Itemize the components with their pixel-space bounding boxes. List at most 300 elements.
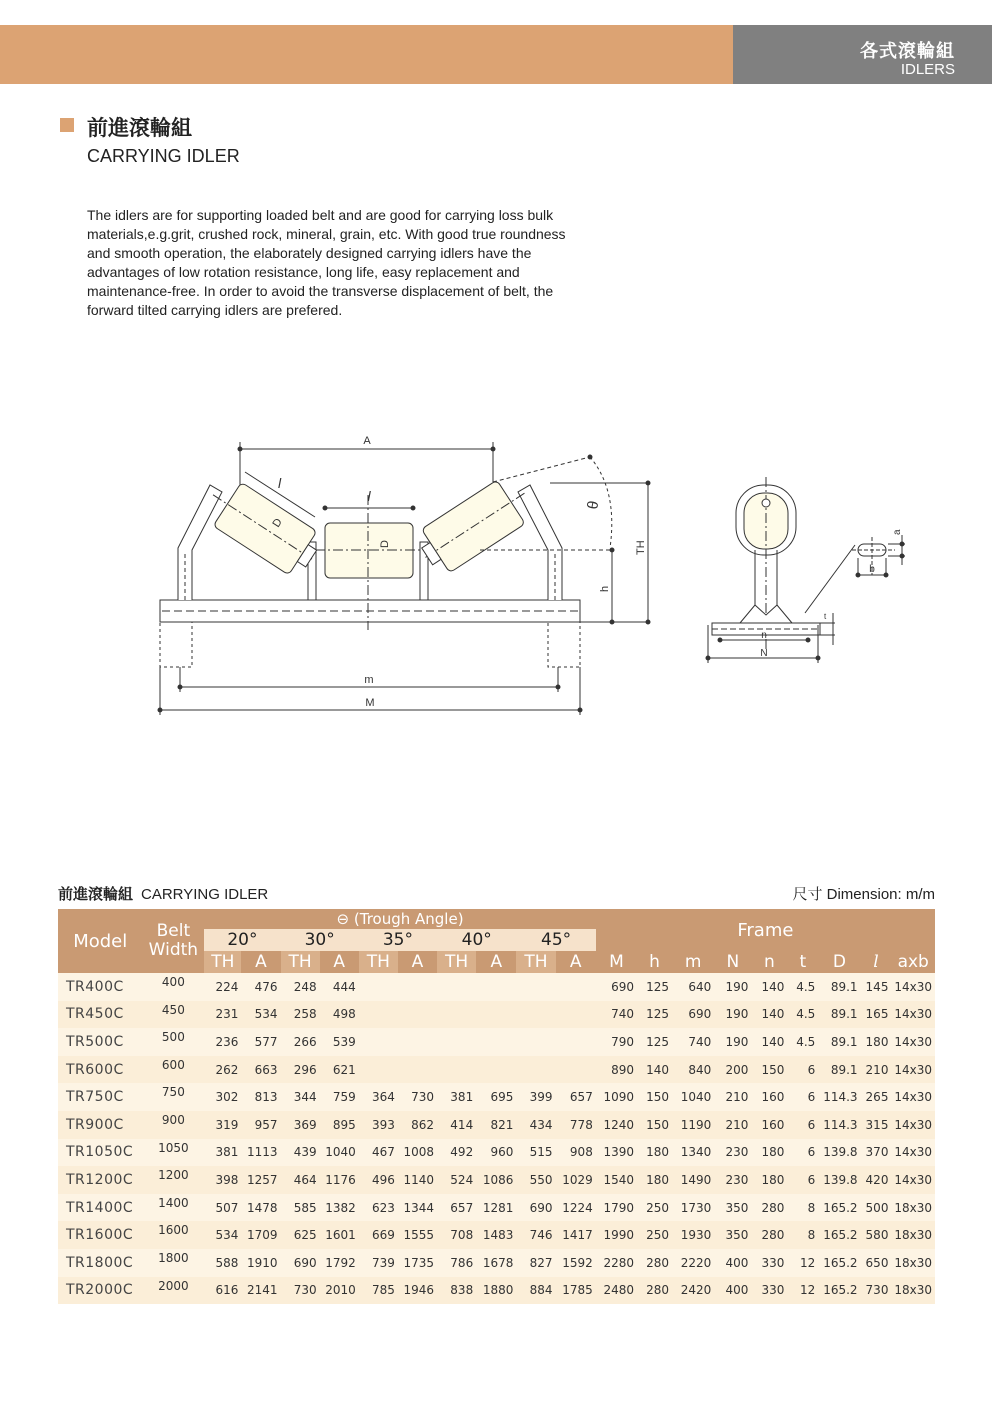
dim-label-b: b	[869, 564, 875, 575]
table-cell: 1478	[241, 1194, 280, 1222]
table-cell: 266	[281, 1028, 320, 1056]
table-row	[58, 1166, 935, 1194]
table-cell: 125	[637, 1028, 672, 1056]
table-row	[58, 1056, 935, 1084]
table-cell: 280	[637, 1249, 672, 1277]
table-cell: 580	[861, 1221, 892, 1249]
table-cell: 1483	[476, 1221, 516, 1249]
table-cell: 139.8	[818, 1139, 860, 1167]
table-cell: 1008	[398, 1139, 437, 1167]
table-cell: 1281	[476, 1194, 516, 1222]
table-cell: 625	[281, 1221, 320, 1249]
description-line: maintenance-free. In order to avoid the transverse displacement of belt, the	[87, 283, 554, 299]
col-header-frame-axb: axb	[891, 951, 935, 973]
table-cell: 248	[281, 973, 320, 1001]
table-cell: 2420	[672, 1277, 714, 1305]
table-cell: 534	[204, 1221, 241, 1249]
table-cell: 139.8	[818, 1166, 860, 1194]
dim-label-h: h	[599, 585, 611, 592]
table-cell	[556, 973, 596, 1001]
table-cell: 6	[787, 1166, 818, 1194]
table-cell: 369	[281, 1111, 320, 1139]
table-cell	[516, 1056, 555, 1084]
table-cell: 507	[204, 1194, 241, 1222]
header-band	[0, 25, 733, 84]
table-cell: 908	[556, 1139, 596, 1167]
table-cell: 2480	[596, 1277, 637, 1305]
table-cell: 2010	[320, 1277, 359, 1305]
table-cell: 6	[787, 1056, 818, 1084]
table-cell: 1086	[476, 1166, 516, 1194]
table-cell: 534	[241, 1001, 280, 1029]
table-cell: 439	[281, 1139, 320, 1167]
table-cell: 400	[714, 1249, 751, 1277]
table-cell: 492	[437, 1139, 476, 1167]
table-cell: 150	[751, 1056, 787, 1084]
cell-model: TR400C	[58, 973, 142, 1001]
table-cell: 1785	[556, 1277, 596, 1305]
cell-belt-width: 900	[142, 1111, 204, 1139]
table-cell: 180	[637, 1139, 672, 1167]
table-cell: 280	[751, 1221, 787, 1249]
table-cell: 515	[516, 1139, 555, 1167]
table-cell: 739	[359, 1249, 398, 1277]
belt-header-line: Width	[148, 940, 199, 960]
cell-belt-width: 1200	[142, 1166, 204, 1194]
col-header-trough-angle: ⊖ (Trough Angle)	[204, 909, 596, 929]
table-cell: 1390	[596, 1139, 637, 1167]
col-header-angle-20: 20°	[204, 929, 280, 951]
table-cell: 1790	[596, 1194, 637, 1222]
table-cell: 165.2	[818, 1277, 860, 1305]
angle-label-theta: θ	[584, 499, 603, 511]
table-cell: 790	[596, 1028, 637, 1056]
table-cell: 650	[861, 1249, 892, 1277]
table-cell: 200	[714, 1056, 751, 1084]
table-cell: 398	[204, 1166, 241, 1194]
table-cell	[359, 973, 398, 1001]
table-row	[58, 1083, 935, 1111]
dim-label-l-left: l	[278, 475, 282, 491]
table-cell	[516, 1001, 555, 1029]
table-cell	[359, 1056, 398, 1084]
table-cell	[437, 973, 476, 1001]
table-cell: 319	[204, 1111, 241, 1139]
col-header-a: A	[320, 951, 359, 973]
dim-label-D-center: D	[379, 540, 391, 548]
table-cell: 1340	[672, 1139, 714, 1167]
table-cell	[398, 1028, 437, 1056]
header-category	[733, 25, 992, 84]
table-cell: 210	[714, 1111, 751, 1139]
table-row	[58, 1111, 935, 1139]
carrying-idler-front-drawing	[150, 430, 670, 730]
col-header-frame-t: t	[787, 951, 818, 973]
table-cell: 344	[281, 1083, 320, 1111]
table-cell: 1709	[241, 1221, 280, 1249]
col-header-a: A	[398, 951, 437, 973]
table-cell: 190	[714, 1001, 751, 1029]
cell-model: TR1400C	[58, 1194, 142, 1222]
table-cell: 262	[204, 1056, 241, 1084]
table-cell	[398, 1056, 437, 1084]
table-title	[58, 883, 268, 904]
table-cell: 6	[787, 1083, 818, 1111]
table-cell: 280	[637, 1277, 672, 1305]
table-cell: 14x30	[891, 1056, 935, 1084]
table-cell: 1257	[241, 1166, 280, 1194]
table-cell: 890	[596, 1056, 637, 1084]
table-cell: 690	[516, 1194, 555, 1222]
table-cell: 960	[476, 1139, 516, 1167]
table-cell: 550	[516, 1166, 555, 1194]
table-cell: 364	[359, 1083, 398, 1111]
col-header-angle-45: 45°	[516, 929, 595, 951]
dim-label-m: m	[364, 674, 374, 686]
col-header-th: TH	[437, 951, 476, 973]
table-cell: 18x30	[891, 1194, 935, 1222]
table-cell: 18x30	[891, 1277, 935, 1305]
table-row	[58, 1028, 935, 1056]
table-cell: 89.1	[818, 973, 860, 1001]
section-title-zh: 前進滾輪組	[87, 117, 192, 140]
col-header-frame-D: D	[818, 951, 860, 973]
table-cell	[359, 1001, 398, 1029]
table-cell: 690	[596, 973, 637, 1001]
table-cell: 89.1	[818, 1056, 860, 1084]
dim-label-D-left: D	[270, 516, 285, 530]
col-header-frame-N: N	[714, 951, 751, 973]
section-title-en: CARRYING IDLER	[87, 146, 240, 166]
table-cell: 140	[751, 973, 787, 1001]
table-cell: 330	[751, 1249, 787, 1277]
cell-belt-width: 750	[142, 1083, 204, 1111]
col-header-th: TH	[204, 951, 241, 973]
table-cell: 165.2	[818, 1249, 860, 1277]
table-cell: 2141	[241, 1277, 280, 1305]
table-cell: 190	[714, 1028, 751, 1056]
table-cell: 265	[861, 1083, 892, 1111]
spec-table-body	[58, 973, 935, 1304]
table-cell: 444	[320, 973, 359, 1001]
table-cell	[398, 1001, 437, 1029]
col-header-angle-30: 30°	[281, 929, 359, 951]
cell-model: TR600C	[58, 1056, 142, 1084]
table-cell: 12	[787, 1249, 818, 1277]
table-cell: 1040	[672, 1083, 714, 1111]
cell-belt-width: 2000	[142, 1277, 204, 1305]
table-cell	[516, 973, 555, 1001]
table-cell: 496	[359, 1166, 398, 1194]
cell-belt-width: 1600	[142, 1221, 204, 1249]
table-cell: 1113	[241, 1139, 280, 1167]
table-cell: 296	[281, 1056, 320, 1084]
table-cell: 8	[787, 1194, 818, 1222]
table-cell: 434	[516, 1111, 555, 1139]
table-cell: 708	[437, 1221, 476, 1249]
table-cell	[398, 973, 437, 1001]
table-cell: 1490	[672, 1166, 714, 1194]
table-cell: 1090	[596, 1083, 637, 1111]
cell-belt-width: 600	[142, 1056, 204, 1084]
table-cell: 884	[516, 1277, 555, 1305]
table-cell: 231	[204, 1001, 241, 1029]
table-cell: 165.2	[818, 1194, 860, 1222]
table-dimension-unit: 尺寸 Dimension: m/m	[792, 886, 935, 903]
table-cell: 14x30	[891, 1111, 935, 1139]
table-cell: 813	[241, 1083, 280, 1111]
dim-label-TH: TH	[635, 540, 647, 555]
table-cell: 14x30	[891, 1139, 935, 1167]
dim-label-A: A	[363, 435, 371, 447]
table-cell: 160	[751, 1111, 787, 1139]
description-line: forward tilted carrying idlers are prefered.	[87, 302, 343, 318]
carrying-idler-side-drawing	[700, 475, 930, 675]
table-cell: 1417	[556, 1221, 596, 1249]
dim-label-l-center: l	[367, 488, 371, 504]
spec-table-wrapper	[58, 909, 935, 1304]
table-cell: 786	[437, 1249, 476, 1277]
col-header-frame-m: m	[672, 951, 714, 973]
table-cell: 230	[714, 1139, 751, 1167]
description-line: The idlers are for supporting loaded belt and are good for carrying loss bulk	[87, 207, 554, 223]
table-cell: 330	[751, 1277, 787, 1305]
cell-model: TR2000C	[58, 1277, 142, 1305]
table-cell: 315	[861, 1111, 892, 1139]
table-cell: 476	[241, 973, 280, 1001]
cell-belt-width: 1800	[142, 1249, 204, 1277]
table-cell: 657	[556, 1083, 596, 1111]
table-cell: 18x30	[891, 1221, 935, 1249]
table-cell: 381	[204, 1139, 241, 1167]
table-cell: 498	[320, 1001, 359, 1029]
table-cell: 690	[281, 1249, 320, 1277]
col-header-frame-l: l	[861, 951, 892, 973]
table-cell: 663	[241, 1056, 280, 1084]
table-cell: 1029	[556, 1166, 596, 1194]
table-row	[58, 1194, 935, 1222]
table-cell: 1592	[556, 1249, 596, 1277]
table-cell: 1792	[320, 1249, 359, 1277]
cell-model: TR900C	[58, 1111, 142, 1139]
col-header-a: A	[476, 951, 516, 973]
table-cell: 778	[556, 1111, 596, 1139]
table-cell: 8	[787, 1221, 818, 1249]
table-cell: 1344	[398, 1194, 437, 1222]
table-cell: 14x30	[891, 1166, 935, 1194]
table-cell: 585	[281, 1194, 320, 1222]
dim-label-M: M	[365, 697, 375, 709]
table-cell: 1382	[320, 1194, 359, 1222]
table-cell: 230	[714, 1166, 751, 1194]
table-cell: 224	[204, 973, 241, 1001]
table-cell: 165	[861, 1001, 892, 1029]
table-cell	[476, 1001, 516, 1029]
cell-model: TR1200C	[58, 1166, 142, 1194]
table-cell: 4.5	[787, 973, 818, 1001]
table-cell: 399	[516, 1083, 555, 1111]
table-cell: 370	[861, 1139, 892, 1167]
table-cell: 150	[637, 1111, 672, 1139]
table-row	[58, 973, 935, 1001]
table-cell: 640	[672, 973, 714, 1001]
col-header-frame: Frame	[596, 909, 935, 951]
cell-belt-width: 500	[142, 1028, 204, 1056]
table-cell: 420	[861, 1166, 892, 1194]
table-cell: 140	[751, 1028, 787, 1056]
table-cell: 114.3	[818, 1111, 860, 1139]
table-cell: 740	[596, 1001, 637, 1029]
table-cell: 1910	[241, 1249, 280, 1277]
table-row	[58, 1139, 935, 1167]
table-cell: 690	[672, 1001, 714, 1029]
table-cell: 180	[751, 1139, 787, 1167]
table-cell: 1880	[476, 1277, 516, 1305]
table-cell: 1990	[596, 1221, 637, 1249]
description-line: materials,e.g.grit, crushed rock, mineral, grain, etc. With good true roundness	[87, 226, 566, 242]
col-header-model: Model	[58, 909, 142, 973]
table-cell: 827	[516, 1249, 555, 1277]
table-cell	[437, 1056, 476, 1084]
table-cell: 250	[637, 1194, 672, 1222]
table-cell: 1678	[476, 1249, 516, 1277]
table-cell: 350	[714, 1221, 751, 1249]
table-cell: 160	[751, 1083, 787, 1111]
table-cell	[476, 1028, 516, 1056]
table-cell	[556, 1001, 596, 1029]
table-cell: 467	[359, 1139, 398, 1167]
description	[87, 206, 647, 320]
table-cell: 180	[861, 1028, 892, 1056]
col-header-a: A	[241, 951, 280, 973]
table-cell	[556, 1028, 596, 1056]
belt-header-line: Belt	[156, 921, 191, 941]
col-header-frame-h: h	[637, 951, 672, 973]
table-cell	[516, 1028, 555, 1056]
cell-belt-width: 1400	[142, 1194, 204, 1222]
cell-belt-width: 400	[142, 973, 204, 1001]
col-header-belt-width	[142, 909, 204, 973]
table-row	[58, 1001, 935, 1029]
table-cell: 1555	[398, 1221, 437, 1249]
table-cell: 464	[281, 1166, 320, 1194]
col-header-th: TH	[516, 951, 555, 973]
table-cell: 1176	[320, 1166, 359, 1194]
table-cell: 236	[204, 1028, 241, 1056]
table-cell	[437, 1028, 476, 1056]
table-cell: 621	[320, 1056, 359, 1084]
table-cell	[476, 973, 516, 1001]
table-cell: 89.1	[818, 1028, 860, 1056]
table-cell: 957	[241, 1111, 280, 1139]
table-cell: 730	[398, 1083, 437, 1111]
table-cell: 1240	[596, 1111, 637, 1139]
table-cell: 746	[516, 1221, 555, 1249]
table-cell: 1140	[398, 1166, 437, 1194]
table-cell: 14x30	[891, 973, 935, 1001]
col-header-a: A	[556, 951, 596, 973]
col-header-angle-40: 40°	[437, 929, 516, 951]
table-cell: 1190	[672, 1111, 714, 1139]
table-cell: 18x30	[891, 1249, 935, 1277]
table-cell: 840	[672, 1056, 714, 1084]
table-cell: 250	[637, 1221, 672, 1249]
dim-label-a: a	[892, 529, 903, 535]
table-cell: 1930	[672, 1221, 714, 1249]
table-cell: 14x30	[891, 1028, 935, 1056]
table-row	[58, 1277, 935, 1305]
table-cell: 1224	[556, 1194, 596, 1222]
dim-label-t: t	[824, 612, 827, 621]
table-cell: 669	[359, 1221, 398, 1249]
table-cell: 821	[476, 1111, 516, 1139]
table-cell: 6	[787, 1139, 818, 1167]
table-cell: 730	[861, 1277, 892, 1305]
table-cell: 180	[637, 1166, 672, 1194]
table-cell: 350	[714, 1194, 751, 1222]
table-title-zh: 前進滾輪組	[58, 886, 134, 903]
table-cell: 165.2	[818, 1221, 860, 1249]
table-cell: 577	[241, 1028, 280, 1056]
col-header-th: TH	[281, 951, 320, 973]
table-cell: 524	[437, 1166, 476, 1194]
dim-label-n: n	[761, 630, 767, 641]
cell-model: TR1050C	[58, 1139, 142, 1167]
header-title-zh: 各式滾輪組	[860, 41, 955, 61]
cell-model: TR500C	[58, 1028, 142, 1056]
table-cell: 114.3	[818, 1083, 860, 1111]
table-cell: 2220	[672, 1249, 714, 1277]
table-cell: 616	[204, 1277, 241, 1305]
col-header-angle-35: 35°	[359, 929, 437, 951]
table-cell: 695	[476, 1083, 516, 1111]
table-cell: 302	[204, 1083, 241, 1111]
section-bullet-icon	[60, 118, 74, 132]
cell-belt-width: 450	[142, 1001, 204, 1029]
table-cell: 1946	[398, 1277, 437, 1305]
table-cell: 500	[861, 1194, 892, 1222]
table-cell: 280	[751, 1194, 787, 1222]
table-cell: 190	[714, 973, 751, 1001]
table-row	[58, 1221, 935, 1249]
table-cell: 14x30	[891, 1083, 935, 1111]
table-cell: 89.1	[818, 1001, 860, 1029]
table-title-en: CARRYING IDLER	[141, 886, 269, 903]
table-cell	[437, 1001, 476, 1029]
table-cell: 740	[672, 1028, 714, 1056]
table-cell: 414	[437, 1111, 476, 1139]
table-cell: 862	[398, 1111, 437, 1139]
cell-model: TR1600C	[58, 1221, 142, 1249]
table-cell: 623	[359, 1194, 398, 1222]
table-cell: 1730	[672, 1194, 714, 1222]
table-cell: 12	[787, 1277, 818, 1305]
col-header-th: TH	[359, 951, 398, 973]
table-cell	[476, 1056, 516, 1084]
col-header-frame-M: M	[596, 951, 637, 973]
table-cell	[556, 1056, 596, 1084]
cell-model: TR1800C	[58, 1249, 142, 1277]
table-cell: 588	[204, 1249, 241, 1277]
description-line: and smooth operation, the elaborately designed carrying idlers have the	[87, 245, 532, 261]
table-cell: 730	[281, 1277, 320, 1305]
table-cell: 140	[637, 1056, 672, 1084]
cell-model: TR750C	[58, 1083, 142, 1111]
spec-table	[58, 909, 935, 1304]
table-cell: 125	[637, 1001, 672, 1029]
table-cell: 4.5	[787, 1028, 818, 1056]
table-cell: 1540	[596, 1166, 637, 1194]
